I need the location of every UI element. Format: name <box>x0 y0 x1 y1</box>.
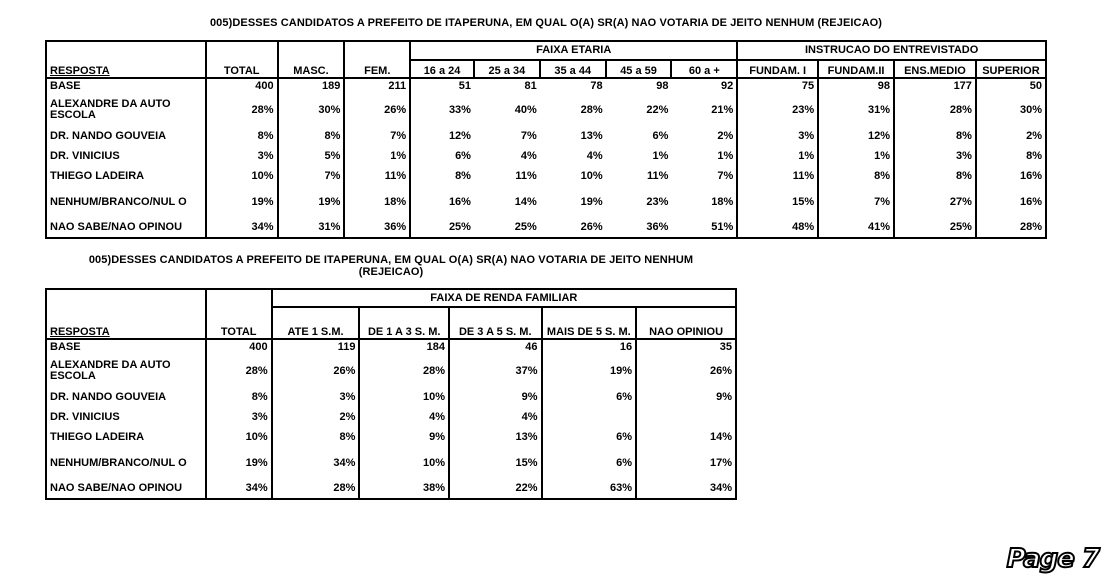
table-cell: 23% <box>646 195 669 208</box>
column-header-60-plus: 60 a + <box>671 60 737 78</box>
column-header-1-3-sm: DE 1 A 3 S. M. <box>359 307 449 339</box>
table-row <box>46 387 736 407</box>
table-cell: 98 <box>656 80 669 92</box>
table-row <box>46 166 1046 186</box>
table-cell: 22% <box>646 103 669 116</box>
table-cell: 184 <box>359 339 449 355</box>
table-cell: 211 <box>344 78 410 94</box>
row-label: NENHUM/BRANCO/NUL O <box>46 186 206 218</box>
table-cell: 8% <box>206 126 278 146</box>
table-cell: 10% <box>206 166 278 186</box>
table-cell: 16% <box>448 195 471 208</box>
table-cell: 5% <box>278 146 345 166</box>
table-cell: 6% <box>652 129 669 142</box>
row-label: ALEXANDRE DA AUTO ESCOLA <box>46 94 206 126</box>
table-cell: 50 <box>976 78 1046 94</box>
table-cell: 12% <box>818 126 894 146</box>
table-cell: 23% <box>737 94 818 126</box>
table-cell: 6% <box>542 387 637 407</box>
table-cell: 9% <box>636 387 736 407</box>
table-cell: 18% <box>344 186 410 218</box>
row-label: THIEGO LADEIRA <box>46 166 206 186</box>
table-cell: 19% <box>206 447 272 479</box>
table1-title: 005)DESSES CANDIDATOS A PREFEITO DE ITAPERUNA, EM QUAL O(A) SR(A) NAO VOTARIA DE JEITO NENHUM (REJEICAO) <box>209 17 883 29</box>
table-cell: 1% <box>344 146 410 166</box>
table-cell: 2% <box>976 126 1046 146</box>
table-cell: 28% <box>206 94 278 126</box>
table-cell: 16% <box>976 186 1046 218</box>
table-cell: 10% <box>359 387 449 407</box>
group-header-faixa-renda: FAIXA DE RENDA FAMILIAR <box>272 289 736 307</box>
table-cell: 11% <box>647 169 669 182</box>
table-cell: 2% <box>272 407 360 427</box>
table-cell: 6% <box>542 427 637 447</box>
table-cell: 28% <box>894 94 976 126</box>
table-cell: 8% <box>976 146 1046 166</box>
table-cell: 28% <box>206 355 272 387</box>
table-cell: 36% <box>344 218 410 238</box>
table-cell: 36% <box>606 218 672 238</box>
row-label: BASE <box>46 339 206 355</box>
table-cell: 13% <box>580 129 603 142</box>
table-cell: 28% <box>580 103 603 116</box>
table-cell: 25% <box>474 218 540 238</box>
table-cell: 6% <box>455 149 471 162</box>
table-cell: 8% <box>278 126 345 146</box>
column-header-masc: MASC. <box>278 41 345 78</box>
column-header-fundam-i: FUNDAM. I <box>737 60 818 78</box>
table-cell: 119 <box>272 339 360 355</box>
table-cell: 48% <box>737 218 818 238</box>
table-cell: 15% <box>737 186 818 218</box>
row-label: BASE <box>46 78 206 94</box>
column-header-mais-5-sm: MAIS DE 5 S. M. <box>542 307 637 339</box>
table2-title-line2: (REJEICAO) <box>358 266 424 278</box>
table-cell: 3% <box>894 146 976 166</box>
column-header-ens-medio: ENS.MEDIO <box>894 60 976 78</box>
table-cell: 34% <box>206 479 272 499</box>
table-cell: 16% <box>976 166 1046 186</box>
table-row <box>46 186 1046 218</box>
table-cell: 2% <box>671 126 737 146</box>
table-cell: 7% <box>818 186 894 218</box>
row-label: DR. NANDO GOUVEIA <box>46 126 206 146</box>
table-cell: 27% <box>894 186 976 218</box>
table-cell: 18% <box>671 186 737 218</box>
table-cell: 1% <box>737 146 818 166</box>
table-cell: 10% <box>580 169 603 182</box>
table-cell: 3% <box>206 407 272 427</box>
table-row <box>46 94 1046 126</box>
row-label: THIEGO LADEIRA <box>46 427 206 447</box>
table2-title-line1: 005)DESSES CANDIDATOS A PREFEITO DE ITAPERUNA, EM QUAL O(A) SR(A) NAO VOTARIA DE JEITO NENHUM <box>88 254 694 266</box>
table-cell: 3% <box>272 387 360 407</box>
row-label: DR. VINICIUS <box>46 146 206 166</box>
row-label: NAO SABE/NAO OPINOU <box>46 479 206 499</box>
column-header-45-59: 45 a 59 <box>606 60 672 78</box>
table-cell: 11% <box>737 166 818 186</box>
table-cell <box>636 407 736 427</box>
table-cell: 28% <box>272 479 360 499</box>
table-row <box>46 355 736 387</box>
table-cell: 38% <box>359 479 449 499</box>
table-cell: 17% <box>636 447 736 479</box>
table-cell: 19% <box>206 186 278 218</box>
table-cell: 34% <box>272 447 360 479</box>
row-label: NENHUM/BRANCO/NUL O <box>46 447 206 479</box>
table-cell: 3% <box>737 126 818 146</box>
table-cell: 4% <box>449 407 542 427</box>
table-row <box>46 407 736 427</box>
table-cell: 26% <box>636 355 736 387</box>
table-cell: 33% <box>448 103 471 116</box>
table-cell: 3% <box>206 146 278 166</box>
table-cell: 35 <box>636 339 736 355</box>
table-cell: 1% <box>671 146 737 166</box>
table-cell: 8% <box>818 166 894 186</box>
column-header-fundam-ii: FUNDAM.II <box>818 60 894 78</box>
table-cell: 37% <box>449 355 542 387</box>
group-header-faixa-etaria: FAIXA ETARIA <box>410 41 737 60</box>
table-cell: 25% <box>894 218 976 238</box>
table-cell: 7% <box>278 166 345 186</box>
table-row <box>46 218 1046 238</box>
page-number-badge: Page 7 <box>1006 544 1099 574</box>
table-cell: 34% <box>206 218 278 238</box>
table-cell: 31% <box>278 218 345 238</box>
table-row <box>46 339 736 355</box>
table-row <box>46 447 736 479</box>
table-cell: 22% <box>449 479 542 499</box>
table-cell: 51 <box>458 80 471 92</box>
table-cell: 9% <box>449 387 542 407</box>
table-cell: 31% <box>818 94 894 126</box>
column-header-25-34: 25 a 34 <box>474 60 540 78</box>
table-cell: 15% <box>449 447 542 479</box>
table-cell: 12% <box>448 129 471 142</box>
table-cell: 400 <box>206 339 272 355</box>
table-cell: 8% <box>455 169 471 182</box>
table-cell: 11% <box>344 166 410 186</box>
row-label: DR. NANDO GOUVEIA <box>46 387 206 407</box>
table-cell: 8% <box>894 126 976 146</box>
table-row <box>46 146 1046 166</box>
table-cell: 8% <box>272 427 360 447</box>
table-cell: 21% <box>671 94 737 126</box>
table-cell: 30% <box>278 94 345 126</box>
table-cell: 9% <box>359 427 449 447</box>
table-row <box>46 126 1046 146</box>
table-cell: 28% <box>359 355 449 387</box>
table-cell: 16 <box>542 339 637 355</box>
table-row <box>46 78 1046 94</box>
table-cell: 7% <box>520 129 537 142</box>
table-cell: 26% <box>540 218 606 238</box>
table-cell: 26% <box>272 355 360 387</box>
table-cell: 14% <box>514 195 537 208</box>
table-cell: 63% <box>542 479 637 499</box>
table-cell: 28% <box>976 218 1046 238</box>
table-cell: 7% <box>344 126 410 146</box>
table-cell: 7% <box>671 166 737 186</box>
column-header-16-24: 16 a 24 <box>410 60 474 78</box>
column-header-total: TOTAL <box>206 41 278 78</box>
group-header-instrucao: INSTRUCAO DO ENTREVISTADO <box>737 41 1046 60</box>
table-row <box>46 427 736 447</box>
table-cell: 400 <box>206 78 278 94</box>
table-cell: 30% <box>976 94 1046 126</box>
column-header-resposta: RESPOSTA <box>46 41 206 78</box>
table-cell: 41% <box>818 218 894 238</box>
table-row <box>46 479 736 499</box>
table-cell: 4% <box>520 149 537 162</box>
table-cell: 10% <box>206 427 272 447</box>
table-cell: 34% <box>636 479 736 499</box>
table-cell: 78 <box>590 80 603 92</box>
table-cell: 26% <box>344 94 410 126</box>
table-cell: 4% <box>586 149 603 162</box>
column-header-fem: FEM. <box>344 41 410 78</box>
column-header-resposta: RESPOSTA <box>46 289 206 339</box>
table-cell: 19% <box>580 195 603 208</box>
table-cell: 40% <box>514 103 537 116</box>
table-cell: 92 <box>671 78 737 94</box>
table-cell <box>542 407 637 427</box>
table-cell: 1% <box>652 149 669 162</box>
table-cell: 4% <box>359 407 449 427</box>
table-cell: 8% <box>894 166 976 186</box>
table-cell: 177 <box>894 78 976 94</box>
row-label: DR. VINICIUS <box>46 407 206 427</box>
rejection-by-income-table <box>45 288 737 500</box>
table-cell: 81 <box>524 80 537 92</box>
table-cell: 19% <box>278 186 345 218</box>
table-cell: 46 <box>449 339 542 355</box>
table-cell: 8% <box>206 387 272 407</box>
table-cell: 13% <box>449 427 542 447</box>
table-cell: 51% <box>671 218 737 238</box>
table-cell: 189 <box>278 78 345 94</box>
column-header-3-5-sm: DE 3 A 5 S. M. <box>449 307 542 339</box>
table-cell: 25% <box>410 218 474 238</box>
column-header-total: TOTAL <box>206 289 272 339</box>
row-label: NAO SABE/NAO OPINOU <box>46 218 206 238</box>
table-cell: 11% <box>515 169 537 182</box>
table-cell: 75 <box>737 78 818 94</box>
row-label: ALEXANDRE DA AUTO ESCOLA <box>46 355 206 387</box>
table-cell: 6% <box>542 447 637 479</box>
column-header-ate-1-sm: ATE 1 S.M. <box>272 307 360 339</box>
table-cell: 1% <box>818 146 894 166</box>
table-cell: 14% <box>636 427 736 447</box>
table-cell: 10% <box>359 447 449 479</box>
column-header-superior: SUPERIOR <box>976 60 1046 78</box>
table-cell: 19% <box>542 355 637 387</box>
column-header-nao-opiniou: NAO OPINIOU <box>636 307 736 339</box>
rejection-by-demographics-table <box>45 40 1047 239</box>
table2-title <box>45 254 737 278</box>
table-cell: 98 <box>818 78 894 94</box>
column-header-35-44: 35 a 44 <box>540 60 606 78</box>
